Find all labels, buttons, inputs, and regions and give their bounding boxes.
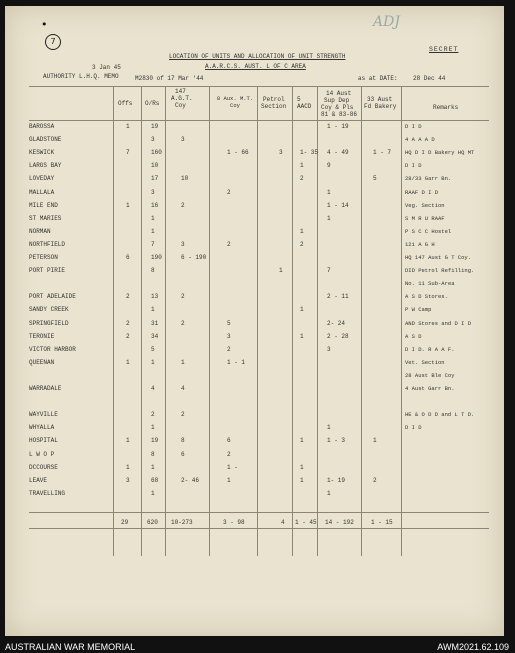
header-petrol-line1: Petrol [263, 96, 285, 103]
row-location: MALLALA [29, 188, 55, 196]
row-location: MILE END [29, 201, 58, 209]
row-sup-dep: 2- 24 [327, 319, 346, 327]
header-sup-line2: Sup Dep [324, 97, 350, 104]
row-location: TRAVELLING [29, 489, 66, 497]
row-147-agt: 8 [181, 437, 185, 445]
row-remarks: 4 A A A D [405, 136, 435, 144]
row-ors: 17 [151, 175, 159, 183]
row-sup-dep: 1 - 3 [327, 437, 346, 445]
table-row [5, 411, 504, 418]
row-147-agt: 2 [181, 201, 185, 209]
table-row [5, 359, 504, 366]
row-location: HOSPITAL [29, 437, 58, 445]
table-row [5, 149, 504, 156]
row-offrs: 2 [126, 293, 130, 301]
header-bottom-rule [29, 120, 489, 121]
header-sup-line3: Coy & Pls [321, 104, 354, 111]
table-row [5, 385, 504, 392]
row-ors: 160 [151, 149, 162, 157]
row-147-agt: 2 [181, 319, 185, 327]
row-location: SANDY CREEK [29, 306, 69, 314]
row-location: ST MARIES [29, 214, 62, 222]
totals-bottom-rule [29, 528, 489, 529]
row-147-agt: 3 [181, 240, 185, 248]
row-offrs: 1 [126, 201, 130, 209]
row-location: WAYVILLE [29, 411, 58, 419]
row-offrs: 1 [126, 123, 130, 130]
row-location: PETERSON [29, 254, 58, 261]
row-147-agt: 6 - 190 [181, 254, 207, 261]
row-remarks: P W Camp [405, 306, 432, 314]
row-ors: 7 [151, 240, 155, 248]
row-sup-dep: 1 - 14 [327, 201, 349, 209]
table-row [5, 346, 504, 353]
row-ors: 2 [151, 411, 155, 419]
row-aux-mt: 2 [227, 240, 231, 248]
total-petrol: 4 [281, 519, 285, 526]
row-ors: 190 [151, 254, 162, 261]
row-remarks: DID Petrol Refilling. [405, 267, 475, 275]
row-remarks: 4 Aust Garr Bn. [405, 385, 455, 392]
row-location: DCCOURSE [29, 463, 58, 471]
row-147-agt: 2 [181, 411, 185, 419]
row-aacd: 1 [300, 463, 304, 471]
row-location: PORT ADELAIDE [29, 293, 76, 301]
handwritten-annotation: ADJ [373, 14, 400, 30]
row-aacd: 1 [300, 332, 304, 340]
row-sup-dep: 9 [327, 162, 331, 170]
total-bakery: 1 - 15 [371, 519, 393, 526]
row-remarks: 121 A G H [405, 240, 435, 248]
as-at-label: as at DATE: [358, 75, 398, 82]
row-sup-dep: 1 [327, 424, 331, 432]
row-147-agt: 6 [181, 450, 185, 458]
row-ors: 1 [151, 463, 155, 471]
row-ors: 4 [151, 385, 155, 392]
row-aux-mt: 3 [227, 332, 231, 340]
row-location: PORT PIRIE [29, 267, 66, 275]
header-147-line3: Coy [175, 102, 186, 109]
row-sup-dep: 1 [327, 188, 331, 196]
row-ors: 1 [151, 306, 155, 314]
row-ors: 19 [151, 437, 159, 445]
row-sup-dep: 1 [327, 214, 331, 222]
row-aacd: 1- 35 [300, 149, 319, 157]
row-offrs: 3 [126, 476, 130, 484]
row-remarks: D I D [405, 123, 422, 130]
row-ors: 3 [151, 188, 155, 196]
footer-institution: AUSTRALIAN WAR MEMORIAL [5, 642, 136, 652]
row-aacd: 1 [300, 162, 304, 170]
table-row [5, 254, 504, 261]
row-location: GLADSTONE [29, 136, 62, 144]
row-ors: 1 [151, 214, 155, 222]
row-location: BAROSSA [29, 123, 55, 130]
doc-subtitle: A.A.R.C.S. AUST. L OF C AREA [205, 63, 306, 70]
table-row [5, 175, 504, 182]
row-ors: 1 [151, 227, 155, 235]
total-147: 10-273 [171, 519, 193, 526]
document-page [5, 6, 504, 636]
row-ors: 3 [151, 136, 155, 144]
header-ors: O/Rs [145, 100, 160, 107]
row-remarks: HQ 147 Aust G T Coy. [405, 254, 472, 261]
row-sup-dep: 4 - 49 [327, 149, 349, 157]
row-sup-dep: 1- 19 [327, 476, 346, 484]
row-ors: 34 [151, 332, 159, 340]
header-petrol-line2: Section [261, 103, 287, 110]
row-bakery: 2 [373, 476, 377, 484]
circled-number: 7 [45, 34, 61, 50]
row-location: NORTHFIELD [29, 240, 66, 248]
row-aacd: 1 [300, 476, 304, 484]
row-offrs: 1 [126, 437, 130, 445]
table-row [5, 398, 504, 405]
row-remarks: HE & O D D and L T D. [405, 411, 475, 419]
footer-accession-number: AWM2021.62.109 [437, 642, 509, 652]
table-row [5, 424, 504, 431]
row-ors: 1 [151, 489, 155, 497]
table-row [5, 228, 504, 235]
row-aacd: 1 [300, 306, 304, 314]
row-sup-dep: 1 - 19 [327, 123, 349, 130]
row-ors: 68 [151, 476, 159, 484]
row-location: VICTOR HARBOR [29, 345, 76, 353]
row-aux-mt: 2 [227, 188, 231, 196]
row-remarks: AND Stores and D I D [405, 319, 472, 327]
row-sup-dep: 7 [327, 267, 331, 275]
row-remarks: RAAF D I D [405, 188, 439, 196]
row-ors: 1 [151, 358, 155, 366]
table-row [5, 306, 504, 313]
row-147-agt: 4 [181, 385, 185, 392]
table-row [5, 451, 504, 458]
row-remarks: 28/33 Garr Bn. [405, 175, 452, 183]
row-bakery: 1 [373, 437, 377, 445]
row-location: LEAVE [29, 476, 48, 484]
table-row [5, 464, 504, 471]
row-offrs: 2 [126, 332, 130, 340]
row-remarks: No. 11 Sub-Area [405, 280, 455, 288]
row-location: L W O P [29, 450, 55, 458]
table-row [5, 123, 504, 130]
row-location: TERONIE [29, 332, 55, 340]
row-bakery: 5 [373, 175, 377, 183]
row-ors: 8 [151, 450, 155, 458]
authority-label: AUTHORITY L.H.Q. MEMO [43, 73, 119, 80]
row-aux-mt: 2 [227, 345, 231, 353]
row-ors: 1 [151, 424, 155, 432]
total-aux: 3 - 98 [223, 519, 245, 526]
row-aux-mt: 5 [227, 319, 231, 327]
row-location: SPRINGFIELD [29, 319, 69, 327]
row-sup-dep: 1 [327, 489, 331, 497]
row-ors: 19 [151, 123, 159, 130]
row-petrol: 1 [279, 267, 283, 275]
secret-label: SECRET [429, 46, 459, 53]
row-location: LOVEDAY [29, 175, 55, 183]
row-aux-mt: 6 [227, 437, 231, 445]
row-aacd: 2 [300, 240, 304, 248]
row-aacd: 2 [300, 175, 304, 183]
row-remarks: D I D [405, 424, 422, 432]
table-row [5, 293, 504, 300]
row-remarks: A S D [405, 332, 422, 340]
table-row [5, 437, 504, 444]
archive-footer [0, 638, 515, 653]
header-bakery-line2: Fd Bakery [364, 103, 397, 110]
header-sup-line4: 81 & 83-86 [321, 111, 358, 118]
row-offrs: 7 [126, 149, 130, 157]
table-row [5, 241, 504, 248]
row-aux-mt: 1 [227, 476, 231, 484]
header-offrs: Offs [118, 100, 133, 107]
row-147-agt: 2- 46 [181, 476, 200, 484]
row-ors: 8 [151, 267, 155, 275]
row-147-agt: 3 [181, 136, 185, 144]
row-offrs: 2 [126, 319, 130, 327]
row-147-agt: 1 [181, 358, 185, 366]
header-sup-line1: 14 Aust [326, 90, 352, 97]
total-sup: 14 - 192 [325, 519, 354, 526]
row-offrs: 6 [126, 254, 130, 261]
header-remarks: Remarks [433, 104, 459, 111]
table-row [5, 372, 504, 379]
row-147-agt: 10 [181, 175, 189, 183]
row-location: QUEENAN [29, 358, 55, 366]
table-row [5, 162, 504, 169]
table-row [5, 202, 504, 209]
total-ors: 620 [147, 519, 158, 526]
table-row [5, 490, 504, 497]
ink-dot: • [41, 18, 48, 31]
header-aacd-line1: 5 [297, 96, 301, 103]
row-remarks: A S D Stores. [405, 293, 448, 301]
row-sup-dep: 2 - 11 [327, 293, 349, 301]
row-aux-mt: 1 - 66 [227, 149, 249, 157]
table-row [5, 477, 504, 484]
row-aacd: 1 [300, 227, 304, 235]
table-row [5, 189, 504, 196]
table-row [5, 215, 504, 222]
table-row [5, 267, 504, 274]
table-row [5, 320, 504, 327]
row-remarks: S M R U RAAF [405, 214, 445, 222]
header-aux-mt: 8 Aux. M.T. Coy [216, 95, 254, 109]
row-aux-mt: 2 [227, 450, 231, 458]
row-offrs: 1 [126, 358, 130, 366]
row-location: WHYALLA [29, 424, 55, 432]
header-147-line2: A.G.T. [171, 95, 193, 102]
table-top-rule [29, 86, 489, 87]
doc-title: LOCATION OF UNITS AND ALLOCATION OF UNIT STRENGTH [169, 53, 346, 60]
row-aacd: 1 [300, 437, 304, 445]
row-bakery: 1 - 7 [373, 149, 392, 157]
row-location: KESWICK [29, 149, 55, 157]
doc-date: 3 Jan 45 [92, 64, 121, 71]
total-aacd: 1 - 45 [295, 519, 317, 526]
total-offrs: 29 [121, 519, 129, 526]
row-sup-dep: 3 [327, 345, 331, 353]
row-remarks: Veg. Section [405, 201, 445, 209]
row-ors: 16 [151, 201, 159, 209]
row-petrol: 3 [279, 149, 283, 157]
header-bakery-line1: 33 Aust [367, 96, 393, 103]
row-ors: 31 [151, 319, 159, 327]
row-remarks: D I D [405, 162, 422, 170]
row-location: WARRADALE [29, 385, 62, 392]
row-remarks: P S C C Hostel [405, 227, 452, 235]
row-ors: 5 [151, 345, 155, 353]
memo-reference: M2830 of 17 Mar '44 [135, 75, 204, 82]
header-147-line1: 147 [175, 88, 186, 95]
row-remarks: D I D. R A A F. [405, 345, 455, 353]
totals-top-rule [29, 512, 489, 513]
row-remarks: Vet. Section [405, 358, 445, 366]
row-location: NORMAN [29, 227, 51, 235]
as-at-date: 28 Dec 44 [413, 75, 446, 82]
row-aux-mt: 1 - [227, 463, 238, 471]
row-sup-dep: 2 - 28 [327, 332, 349, 340]
row-remarks: HQ D I D Bakery HQ MT [405, 149, 475, 157]
header-aacd-line2: AACD [297, 103, 312, 110]
row-location: LARGS BAY [29, 162, 62, 170]
row-aux-mt: 1 - 1 [227, 358, 246, 366]
table-row [5, 136, 504, 143]
row-offrs: 1 [126, 463, 130, 471]
table-row [5, 333, 504, 340]
table-row [5, 280, 504, 287]
row-ors: 13 [151, 293, 159, 301]
row-remarks: 28 Aust Ble Coy [405, 371, 455, 379]
row-147-agt: 2 [181, 293, 185, 301]
row-ors: 10 [151, 162, 159, 170]
